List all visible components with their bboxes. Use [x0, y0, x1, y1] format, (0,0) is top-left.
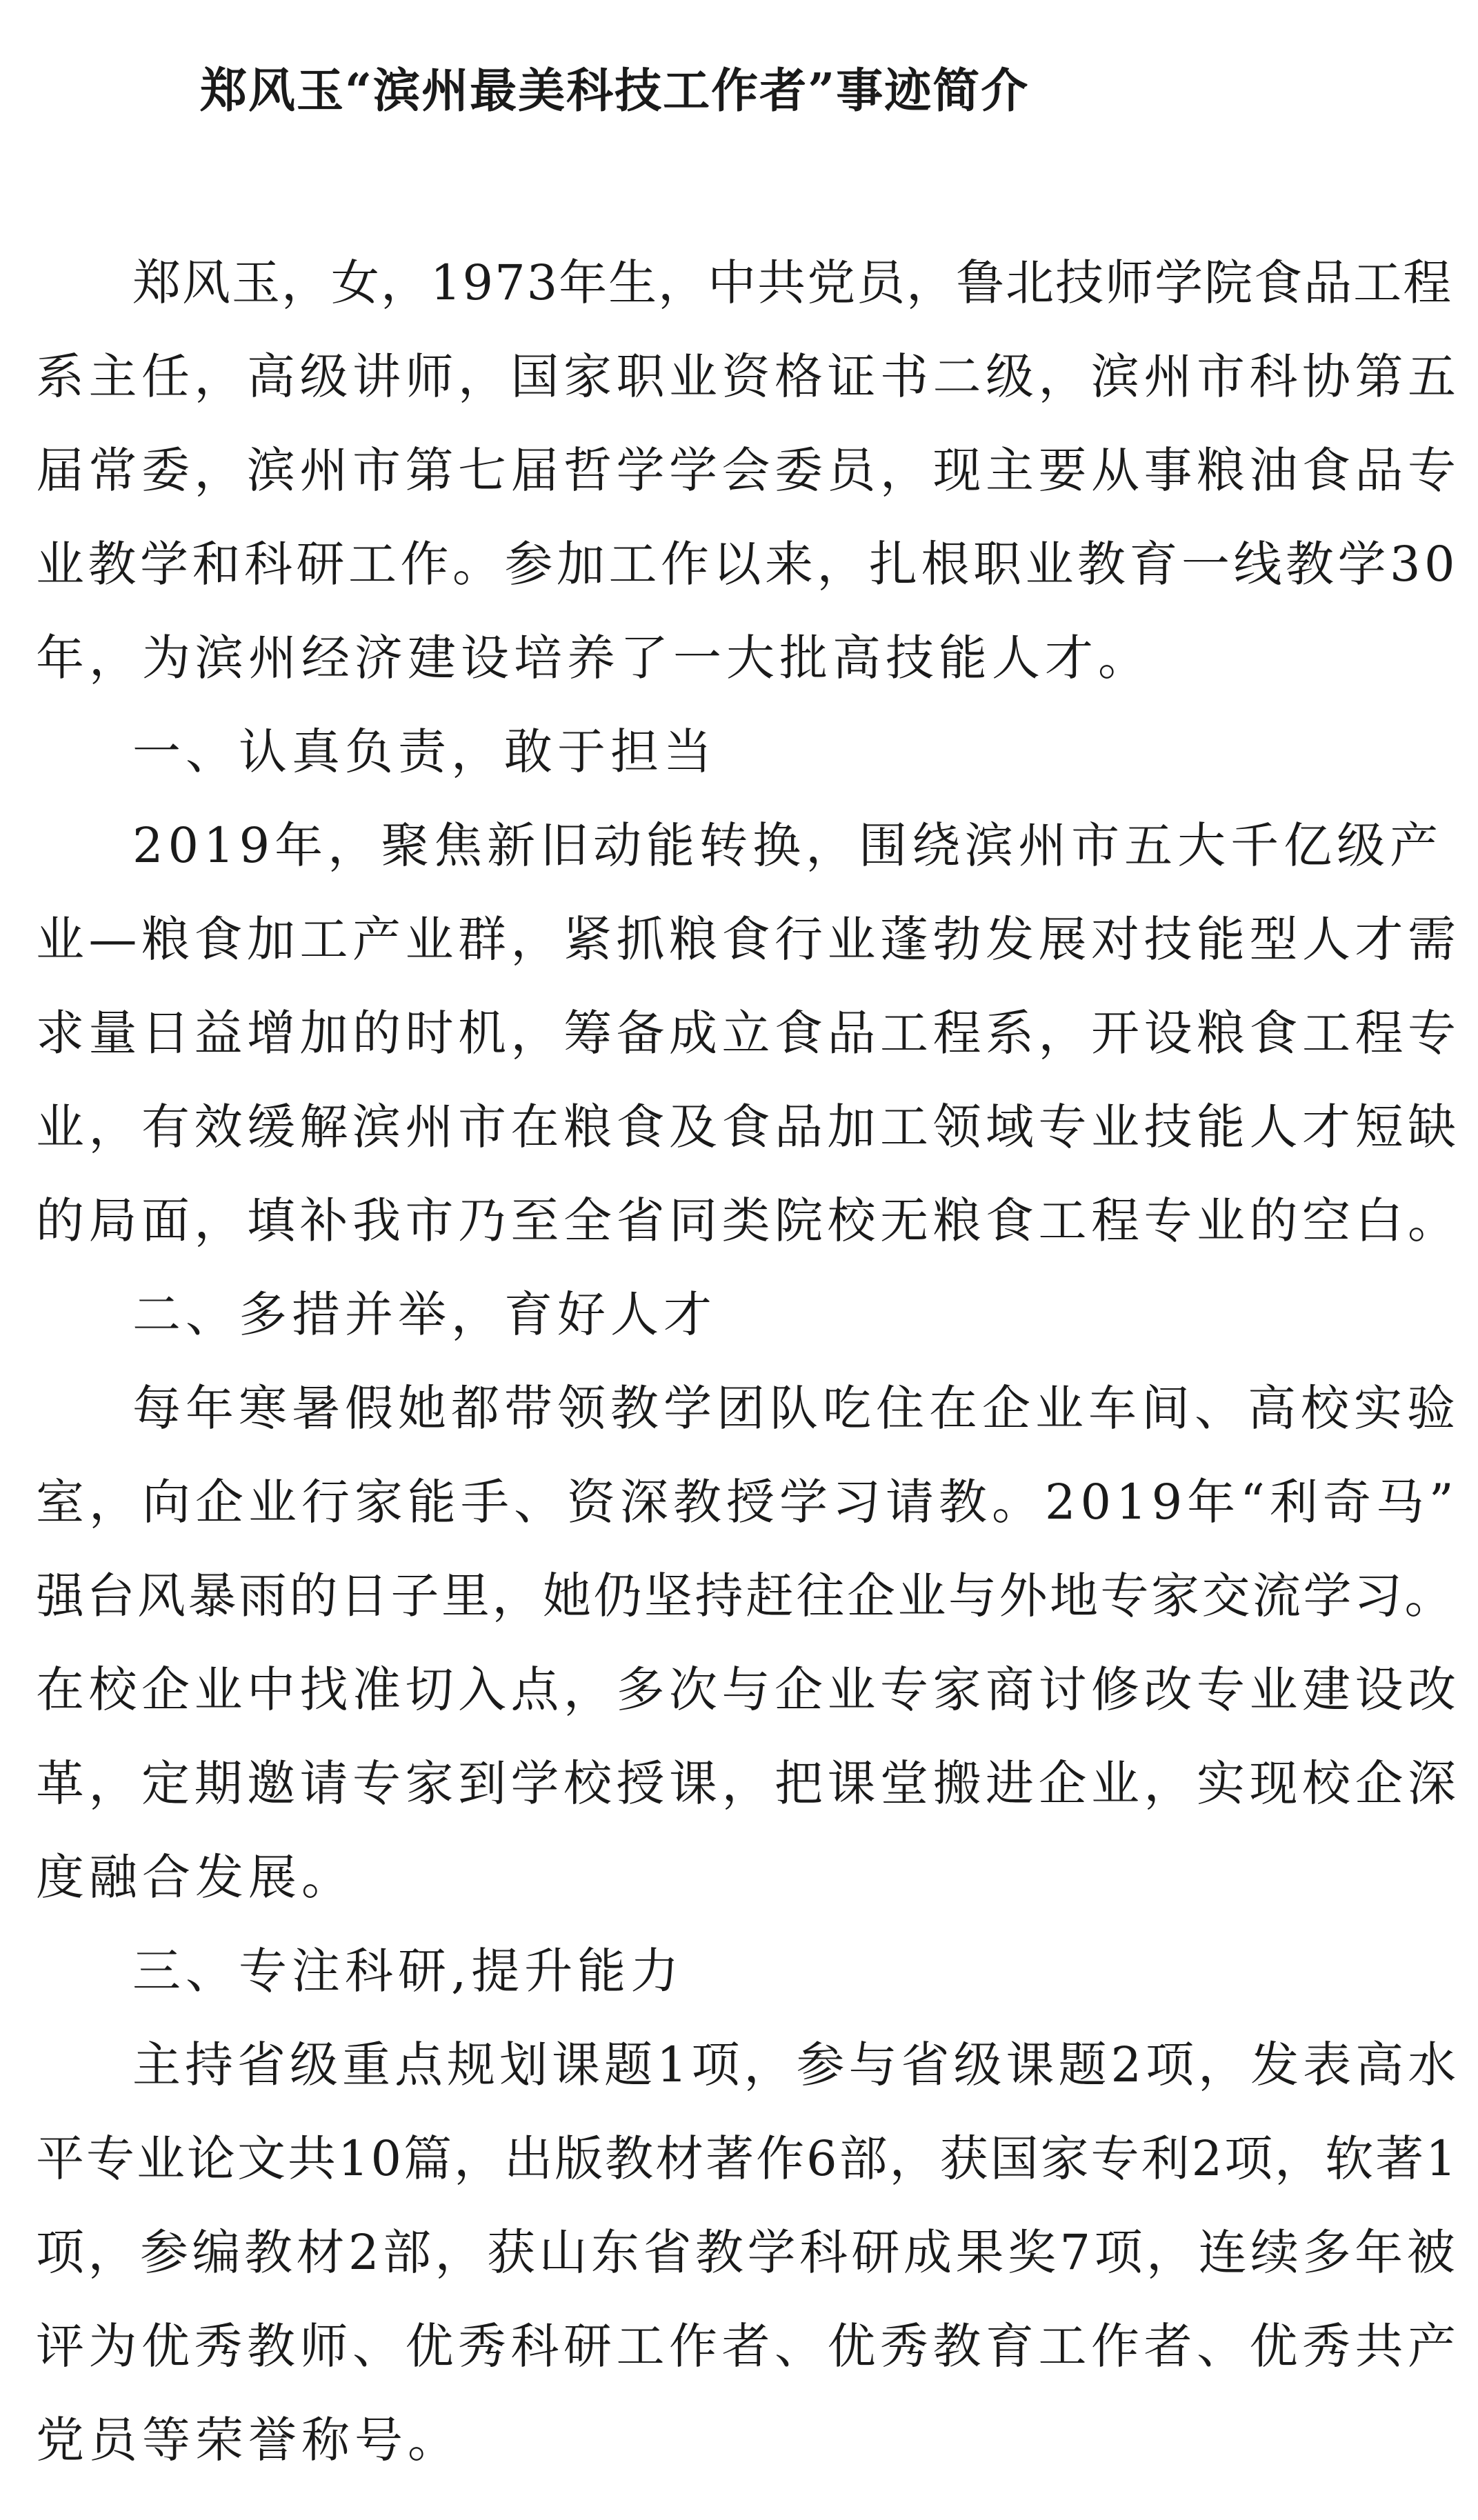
paragraph-line: 强台风暴雨的日子里，她仍坚持赶往企业与外地专家交流学习。 — [36, 1568, 1455, 1624]
paragraph-line: 求量日益增加的时机，筹备成立食品工程系，开设粮食工程专 — [36, 1005, 1461, 1061]
paragraph-line: 平专业论文共10篇，出版教材著作6部，获国家专利2项，软著1 — [36, 2130, 1459, 2187]
paragraph-line: 主持省级重点规划课题1项，参与省级课题2项，发表高水 — [132, 2037, 1461, 2093]
paragraph-line: 郑风玉，女，1973年生，中共党员，鲁北技师学院食品工程 — [132, 254, 1453, 311]
paragraph-line: 业—粮食加工产业群，紧抓粮食行业蓬勃发展对技能型人才需 — [36, 911, 1461, 968]
paragraph-line: 革，定期邀请专家到学校授课，把课堂搬进企业，实现校企深 — [36, 1755, 1461, 1812]
document-title: 郑风玉“滨州最美科技工作者”事迹简介 — [200, 63, 1030, 119]
paragraph-line: 度融合发展。 — [36, 1849, 354, 1906]
paragraph-line: 评为优秀教师、优秀科研工作者、优秀教育工作者、优秀共产 — [36, 2318, 1461, 2374]
section-heading: 一、认真负责，敢于担当 — [132, 723, 717, 780]
paragraph-line: 届常委，滨州市第七届哲学学会委员，现主要从事粮油食品专 — [36, 442, 1461, 499]
section-heading: 二、多措并举，育好人才 — [132, 1286, 717, 1343]
document-body — [36, 254, 1461, 2510]
section-heading: 三、专注科研,提升能力 — [132, 1943, 684, 1999]
paragraph-line: 每年寒暑假她都带领教学团队吃住在企业车间、高校实验 — [132, 1380, 1460, 1437]
paragraph-line: 2019年，聚焦新旧动能转换，围绕滨州市五大千亿级产 — [132, 817, 1444, 874]
paragraph-line: 系主任，高级讲师，国家职业资格证书二级，滨州市科协第五 — [36, 348, 1461, 405]
paragraph-line: 室，向企业行家能手、资深教授学习请教。2019年“利奇马” — [36, 1474, 1459, 1530]
paragraph-line: 业教学和科研工作。参加工作以来，扎根职业教育一线教学30 — [36, 536, 1459, 592]
paragraph-line: 党员等荣誉称号。 — [36, 2412, 461, 2468]
paragraph-line: 项，参编教材2部，获山东省教学科研成果奖7项，连续多年被 — [36, 2224, 1459, 2281]
paragraph-line: 业，有效缓解滨州市在粮食及食品加工领域专业技能人才短缺 — [36, 1099, 1461, 1155]
paragraph-line: 年，为滨州经济建设培养了一大批高技能人才。 — [36, 630, 1151, 686]
paragraph-line: 的局面，填补我市乃至全省同类院校无粮食工程专业的空白。 — [36, 1192, 1461, 1249]
paragraph-line: 在校企业中找准切入点，多次与企业专家商讨修改专业建设改 — [36, 1661, 1461, 1718]
